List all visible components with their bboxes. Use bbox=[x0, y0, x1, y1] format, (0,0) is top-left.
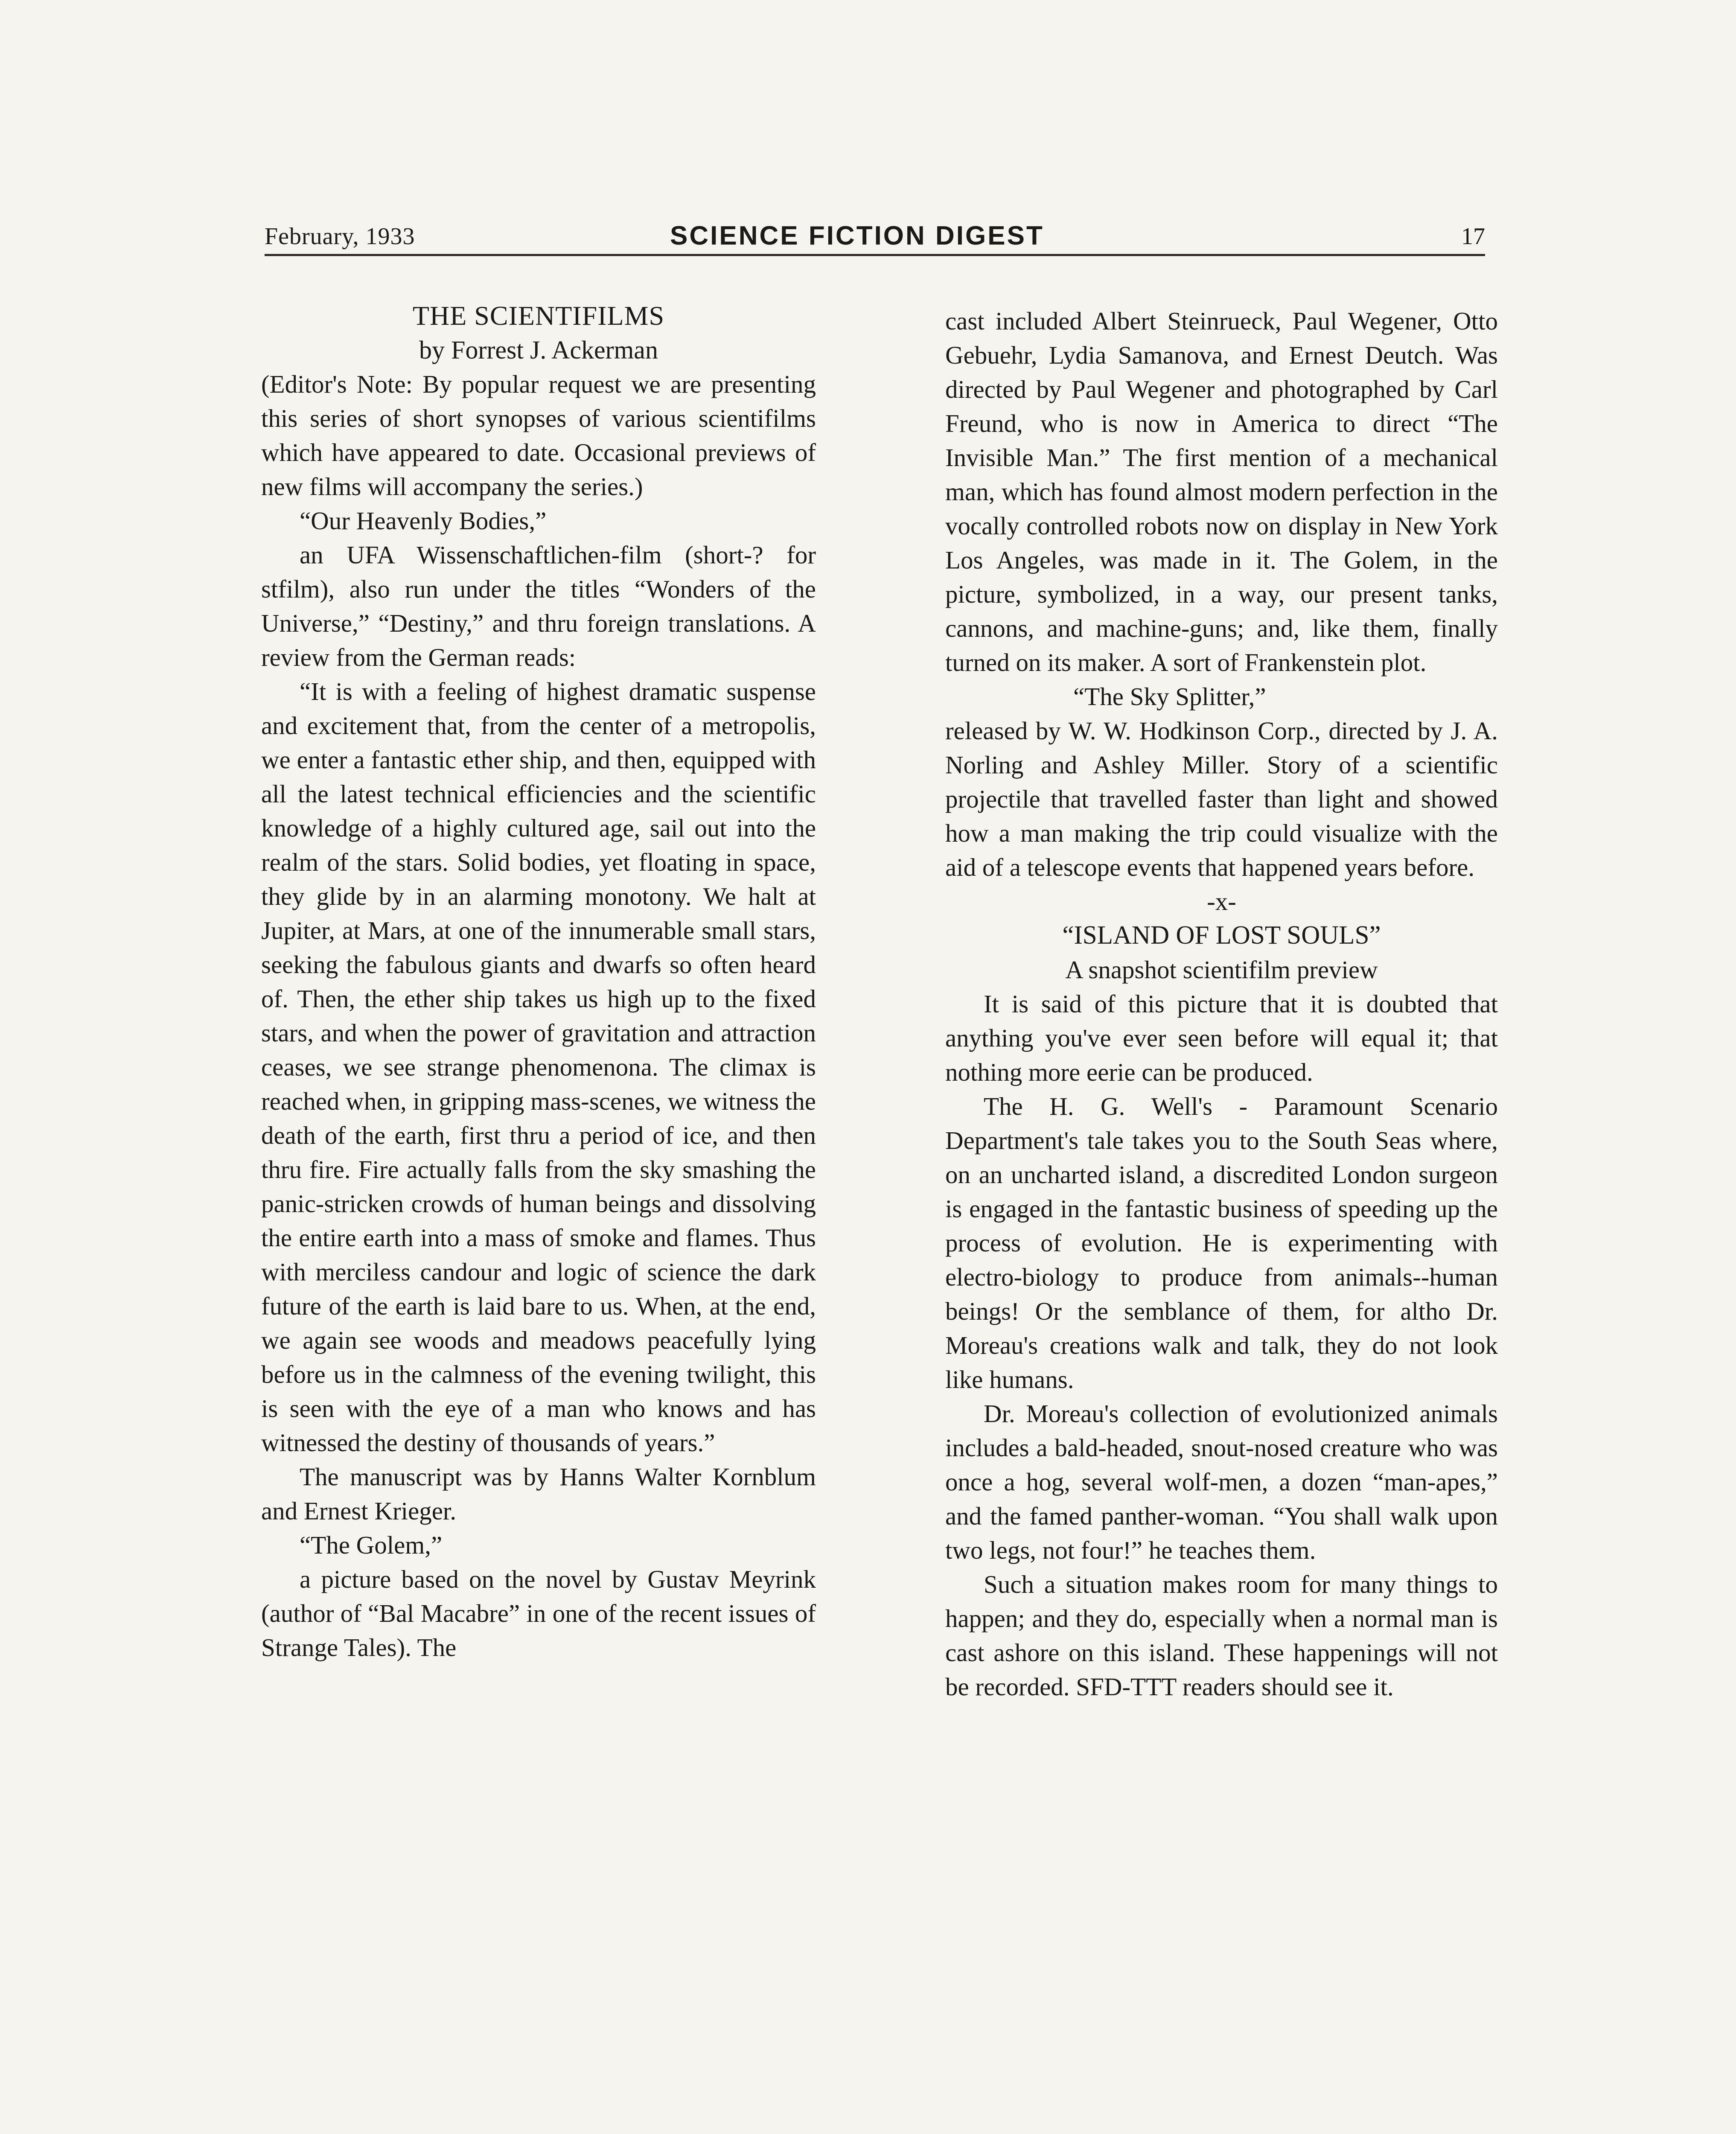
film-review-heavenly-bodies: “It is with a feeling of highest dramatic suspense and excitement that, from the center of a metropolis, we enter a fantastic ether ship, and then, equipped with all the latest technical efficiencies and the scientific knowledge of a highly cultured age, sail out into the realm of the stars. Solid bodies, yet floating in space, they glide by in an alarming monotony. We halt at Jupiter, at Mars, at one of the innumerable small stars, seeking the fabulous giants and dwarfs so often heard of. Then, the ether ship takes us high up to the fixed stars, and when the power of gravitation and attraction ceases, we see strange phenomenona. The climax is reached when, in gripping mass-scenes, we witness the death of the earth, first thru a period of ice, and then thru fire. Fire actually falls from the sky smashing the panic-stricken crowds of human beings and dissolving the entire earth into a mass of smoke and flames. Thus with merciless candour and logic of science the dark future of the earth is laid bare to us. When, at the end, we again see woods and meadows peacefully lying before us in the calmness of the evening twilight, this is seen with the eye of a man who knows and has witnessed the destiny of thousands of years.” bbox=[261, 677, 816, 1457]
film-body-golem: cast included Albert Steinrueck, Paul Wegener, Otto Gebuehr, Lydia Samanova, and Ernest Deutch. Was directed by Paul Wegener and photographed by Carl Freund, who is now in America to direct “The Invisible Man.” The first mention of a mechanical man, which has found almost modern perfection in the vocally controlled robots now on display in New York Los Angeles, was made in it. The Golem, in the picture, symbolized, in a way, our present tanks, cannons, and machine-guns; and, like them, finally turned on its maker. A sort of Frankenstein plot. bbox=[945, 307, 1498, 676]
section-title: “ISLAND OF LOST SOULS” bbox=[1062, 921, 1381, 950]
paragraph: Such a situation makes room for many things to happen; and they do, especially when a normal man is cast ashore on this island. These happenings will not be recorded. SFD-TTT readers should see it. bbox=[945, 1570, 1498, 1701]
film-title-golem: “The Golem,” bbox=[300, 1531, 443, 1559]
article-title: THE SCIENTIFILMS bbox=[412, 300, 665, 331]
right-column bbox=[945, 304, 1498, 1704]
film-credits-heavenly-bodies: The manuscript was by Hanns Walter Kornblum and Ernest Krieger. bbox=[261, 1463, 816, 1525]
paragraph: It is said of this picture that it is doubted that anything you've ever seen before will equal it; that nothing more eerie can be produced. bbox=[945, 990, 1498, 1086]
film-title-heavenly-bodies: “Our Heavenly Bodies,” bbox=[300, 507, 547, 535]
page-header bbox=[265, 216, 1485, 256]
page-number: 17 bbox=[1461, 223, 1485, 250]
paragraph: Dr. Moreau's collection of evolutionized animals includes a bald-headed, snout-nosed creature who was once a hog, several wolf-men, a dozen “man-apes,” and the famed panther-woman. “You shall walk upon two legs, not four!” he teaches them. bbox=[945, 1399, 1498, 1564]
header-rule bbox=[265, 254, 1485, 256]
film-intro-golem: a picture based on the novel by Gustav Meyrink (author of “Bal Macabre” in one of the recent issues of Strange Tales). The bbox=[261, 1565, 816, 1662]
film-body-sky-splitter: released by W. W. Hodkinson Corp., directed by J. A. Norling and Ashley Miller. Story of a scientific projectile that travelled faster than light and showed how a man making the trip could visualize with the aid of a telescope events that happened years before. bbox=[945, 717, 1498, 881]
article-byline: by Forrest J. Ackerman bbox=[419, 336, 658, 364]
left-column bbox=[261, 299, 816, 1665]
film-intro-heavenly-bodies: an UFA Wissenschaftlichen-film (short-? for stfilm), also run under the titles “Wonders of the Universe,” “Destiny,” and thru foreign translations. A review from the German reads: bbox=[261, 541, 816, 671]
editors-note: (Editor's Note: By popular request we are presenting this series of short synopses of various scientifilms which have appeared to date. Occasional previews of new films will accompany the series.) bbox=[261, 370, 816, 501]
section-divider: -x- bbox=[1207, 887, 1236, 915]
issue-date: February, 1933 bbox=[265, 223, 415, 250]
magazine-title: SCIENCE FICTION DIGEST bbox=[670, 221, 1044, 251]
film-title-sky-splitter: “The Sky Splitter,” bbox=[1073, 682, 1266, 711]
section-subtitle: A snapshot scientifilm preview bbox=[1065, 956, 1378, 984]
paragraph: The H. G. Well's - Paramount Scenario Department's tale takes you to the South Seas where, on an uncharted island, a discredited London surgeon is engaged in the fantastic business of speeding up the process of evolution. He is experimenting with electro-biology to produce from animals--human beings! Or the semblance of them, for altho Dr. Moreau's creations walk and talk, they do not look like humans. bbox=[945, 1092, 1498, 1394]
